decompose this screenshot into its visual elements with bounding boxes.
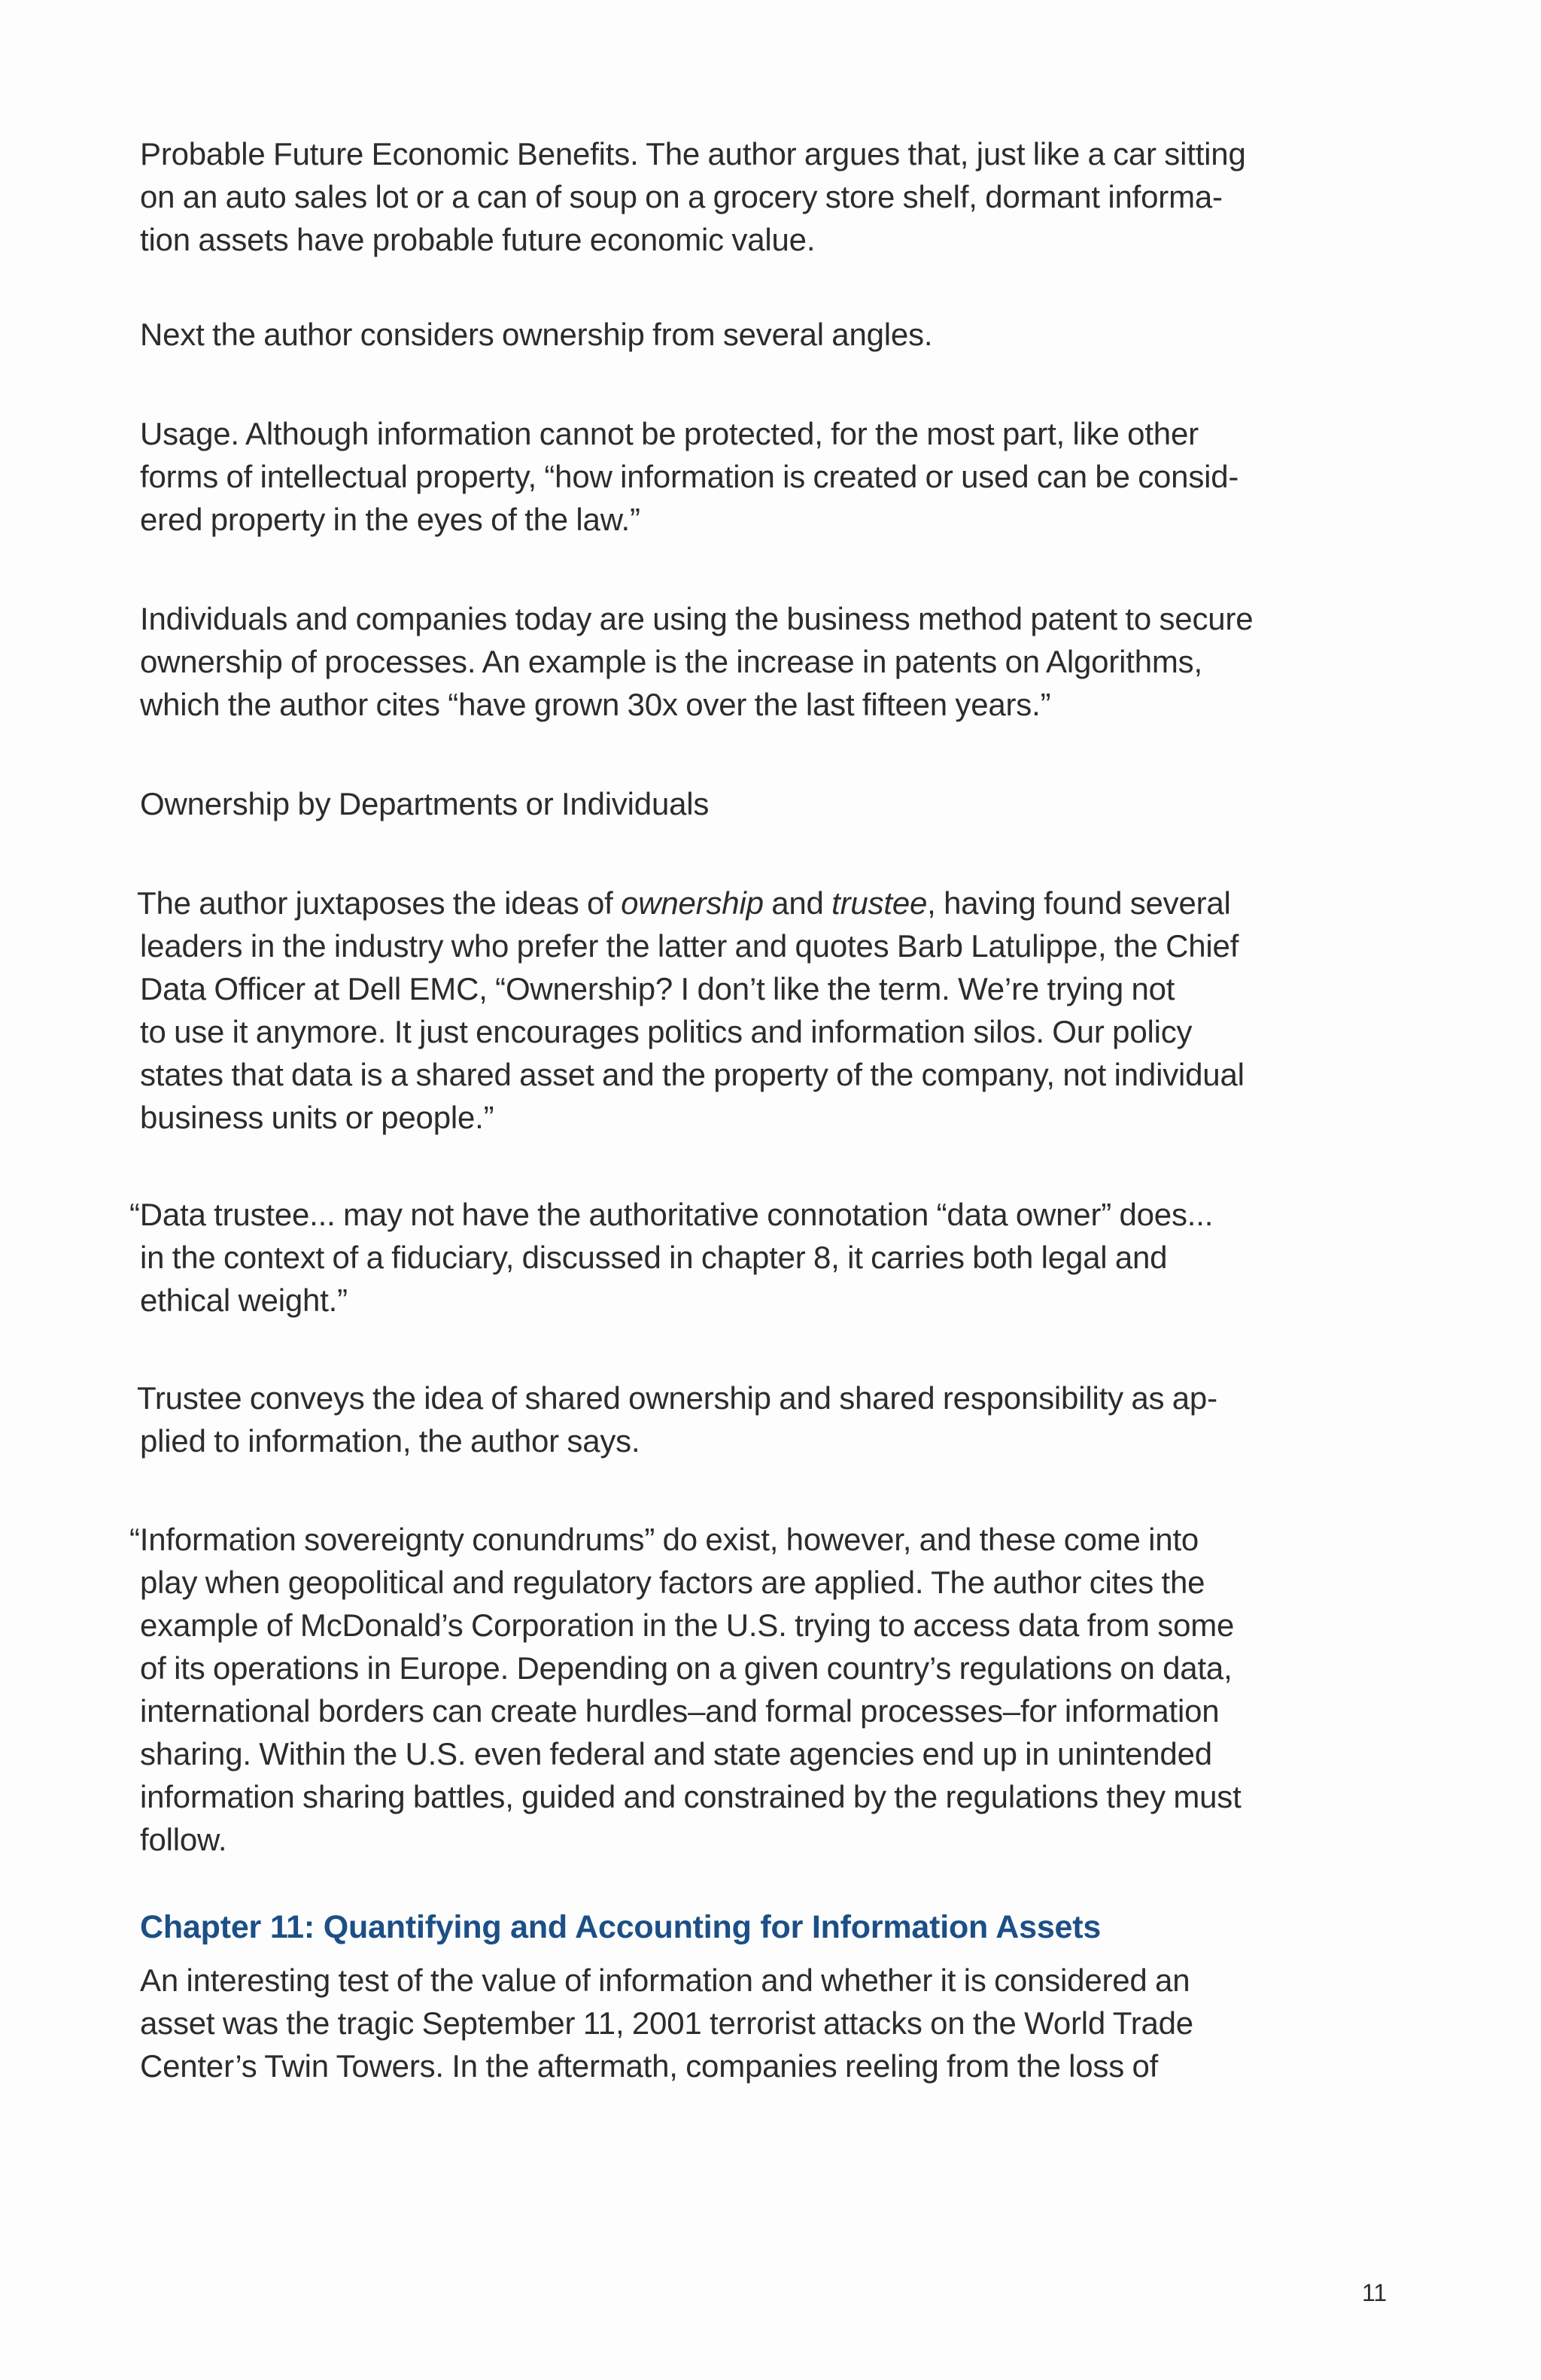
- text-line: ethical weight.”: [140, 1283, 348, 1318]
- chapter-heading: Chapter 11: Quantifying and Accounting for Information Assets: [140, 1909, 1102, 1945]
- text-line: Individuals and companies today are using the business method patent to secure: [140, 601, 1254, 636]
- text-line: forms of intellectual property, “how information is created or used can be consid-: [140, 459, 1239, 494]
- text-line: follow.: [140, 1822, 227, 1857]
- text-line: on an auto sales lot or a can of soup on a grocery store shelf, dormant informa-: [140, 179, 1223, 214]
- paragraph-ownership-departments: [140, 782, 1404, 825]
- text-line: Probable Future Economic Benefits. The author argues that, just like a car sitting: [140, 136, 1246, 172]
- paragraph-trustee-conveys: [137, 1377, 1404, 1462]
- text-line: Trustee conveys the idea of shared ownership and shared responsibility as ap-: [137, 1380, 1217, 1416]
- text-line: Center’s Twin Towers. In the aftermath, companies reeling from the loss of: [140, 2048, 1159, 2084]
- text-line: states that data is a shared asset and the property of the company, not individual: [140, 1057, 1245, 1092]
- text-line: Ownership by Departments or Individuals: [140, 786, 710, 821]
- paragraph-usage: [140, 412, 1404, 541]
- text-line: plied to information, the author says.: [140, 1423, 640, 1459]
- text-line: leaders in the industry who prefer the latter and quotes Barb Latulippe, the Chief: [140, 928, 1239, 964]
- text-line: to use it anymore. It just encourages politics and information silos. Our policy: [140, 1014, 1193, 1049]
- text-line: play when geopolitical and regulatory factors are applied. The author cites the: [140, 1565, 1205, 1600]
- text-line-with-italics: [137, 882, 1404, 924]
- paragraph-information-sovereignty: [129, 1518, 1404, 1861]
- text-fragment: The author juxtaposes the ideas of: [137, 885, 622, 921]
- text-line: tion assets have probable future economic value.: [140, 222, 816, 257]
- paragraph-individuals-companies: [140, 597, 1404, 726]
- paragraph-next-author: [140, 313, 1404, 356]
- text-line: sharing. Within the U.S. even federal and state agencies end up in unintended: [140, 1736, 1212, 1771]
- paragraph-probable-future-benefits: [140, 132, 1404, 261]
- text-fragment: , having found several: [927, 885, 1231, 921]
- text-line: information sharing battles, guided and constrained by the regulations they must: [140, 1779, 1242, 1814]
- text-line: ered property in the eyes of the law.”: [140, 502, 640, 537]
- page-number: 11: [1362, 2279, 1388, 2306]
- text-line: Usage. Although information cannot be protected, for the most part, like other: [140, 416, 1199, 451]
- italic-term-ownership: ownership: [621, 885, 764, 921]
- text-line: ownership of processes. An example is the increase in patents on Algorithms,: [140, 644, 1202, 679]
- text-line: Next the author considers ownership from several angles.: [140, 317, 933, 352]
- text-line: example of McDonald’s Corporation in the U.S. trying to access data from some: [140, 1607, 1235, 1643]
- paragraph-interesting-test: [140, 1959, 1404, 2087]
- text-line: asset was the tragic September 11, 2001 terrorist attacks on the World Trade: [140, 2005, 1193, 2041]
- text-line: which the author cites “have grown 30x over the last fifteen years.”: [140, 687, 1051, 722]
- text-line: in the context of a fiduciary, discussed in chapter 8, it carries both legal and: [140, 1240, 1168, 1275]
- text-line: Data Officer at Dell EMC, “Ownership? I don’t like the term. We’re trying not: [140, 971, 1175, 1006]
- paragraph-data-trustee-quote: [129, 1193, 1404, 1322]
- text-line: “Information sovereignty conundrums” do exist, however, and these come into: [129, 1522, 1199, 1557]
- italic-term-trustee: trustee: [831, 885, 928, 921]
- paragraph-juxtaposes: [137, 882, 1404, 1139]
- text-fragment: and: [763, 885, 832, 921]
- text-line: business units or people.”: [140, 1100, 494, 1135]
- text-line: An interesting test of the value of information and whether it is considered an: [140, 1963, 1190, 1998]
- text-line: international borders can create hurdles–and formal processes–for information: [140, 1693, 1220, 1729]
- text-line: “Data trustee... may not have the authoritative connotation “data owner” does...: [129, 1197, 1214, 1232]
- text-line: of its operations in Europe. Depending on a given country’s regulations on data,: [140, 1650, 1232, 1686]
